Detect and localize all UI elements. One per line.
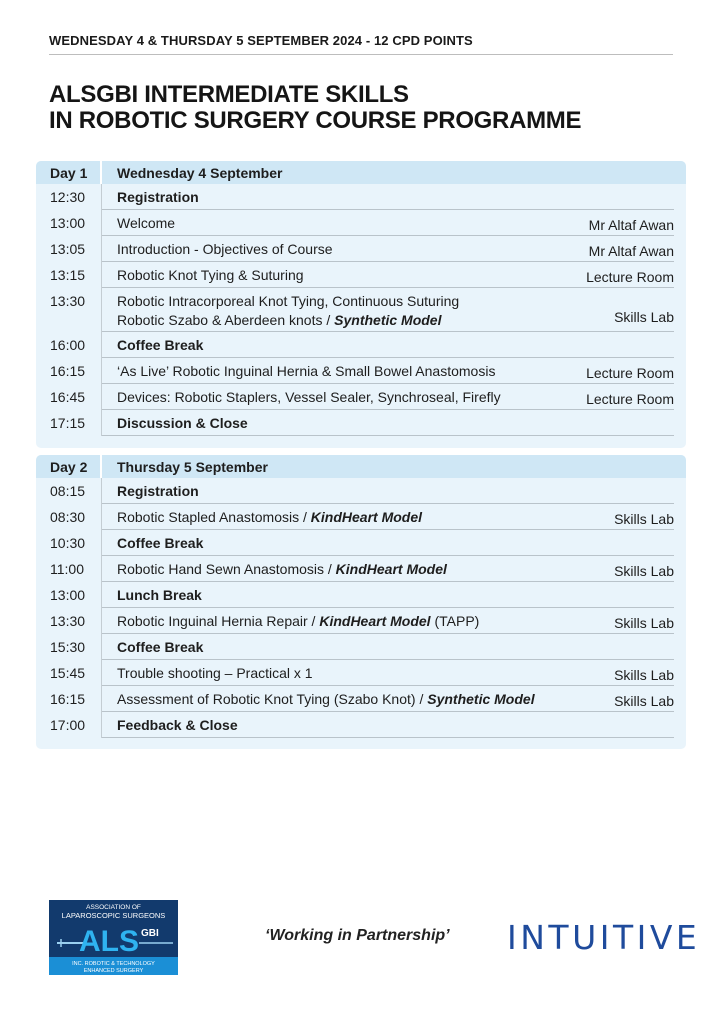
row-description: Robotic Hand Sewn Anastomosis / KindHeart Model <box>117 561 447 577</box>
schedule-row <box>36 210 686 236</box>
day-1-header <box>36 161 686 184</box>
row-time: 13:00 <box>36 582 102 608</box>
row-location: Skills Lab <box>614 563 674 579</box>
schedule-row <box>36 262 686 288</box>
row-time: 08:30 <box>36 504 102 530</box>
row-location: Skills Lab <box>614 511 674 527</box>
day-1-schedule <box>36 161 686 448</box>
alsgbi-logo-graphic <box>49 900 178 975</box>
logo-gbi: GBI <box>141 928 159 939</box>
row-time: 16:15 <box>36 686 102 712</box>
row-time: 16:00 <box>36 332 102 358</box>
row-location: Skills Lab <box>614 309 674 325</box>
schedule-row <box>36 384 686 410</box>
row-description: Coffee Break <box>117 337 204 353</box>
day-date: Thursday 5 September <box>117 458 268 475</box>
schedule-row <box>36 634 686 660</box>
row-location: Skills Lab <box>614 667 674 683</box>
schedule-row <box>36 236 686 262</box>
model-name: Synthetic Model <box>427 691 535 707</box>
schedule-row <box>36 504 686 530</box>
intuitive-logo: INTUITIVE <box>507 918 701 957</box>
logo-text-2: LAPAROSCOPIC SURGEONS <box>61 911 166 920</box>
logo-text-4: ENHANCED SURGERY <box>83 968 144 974</box>
alsgbi-logo <box>49 900 178 975</box>
schedule-row <box>36 332 686 358</box>
row-description-line: Robotic Intracorporeal Knot Tying, Continuous Suturing <box>117 293 460 309</box>
schedule-row <box>36 478 686 504</box>
row-time: 10:30 <box>36 530 102 556</box>
model-name: KindHeart Model <box>319 613 431 629</box>
row-description <box>117 292 614 328</box>
row-time: 13:15 <box>36 262 102 288</box>
row-description: Registration <box>117 483 199 499</box>
row-time: 13:00 <box>36 210 102 236</box>
row-description: Welcome <box>117 215 176 231</box>
row-location: Lecture Room <box>586 391 674 407</box>
row-description: Registration <box>117 189 199 205</box>
day-2-header <box>36 455 686 478</box>
row-time: 17:00 <box>36 712 102 738</box>
schedule-row <box>36 184 686 210</box>
row-time: 17:15 <box>36 410 102 436</box>
model-name: KindHeart Model <box>335 561 447 577</box>
row-description: Introduction - Objectives of Course <box>117 241 333 257</box>
row-time: 11:00 <box>36 556 102 582</box>
schedule-row <box>36 288 686 332</box>
model-name: KindHeart Model <box>310 509 423 525</box>
schedule-row <box>36 358 686 384</box>
schedule-row <box>36 686 686 712</box>
row-description: Assessment of Robotic Knot Tying (Szabo Knot) / Synthetic Model <box>117 691 535 707</box>
title-line-2: IN ROBOTIC SURGERY COURSE PROGRAMME <box>49 107 582 134</box>
schedule-row <box>36 608 686 634</box>
row-description: ‘As Live’ Robotic Inguinal Hernia & Small Bowel Anastomosis <box>117 363 496 379</box>
day-2-schedule <box>36 455 686 749</box>
row-description: Lunch Break <box>117 587 202 603</box>
logo-text-1: ASSOCIATION OF <box>86 904 141 911</box>
row-description: Devices: Robotic Staplers, Vessel Sealer, Synchroseal, Firefly <box>117 389 501 405</box>
row-time: 13:30 <box>36 288 102 332</box>
logo-text-3: INC. ROBOTIC & TECHNOLOGY <box>72 961 155 967</box>
tagline: ‘Working in Partnership’ <box>265 927 450 944</box>
row-time: 16:45 <box>36 384 102 410</box>
row-time: 15:30 <box>36 634 102 660</box>
row-description: Robotic Inguinal Hernia Repair / KindHeart Model (TAPP) <box>117 613 480 629</box>
schedule-row <box>36 410 686 436</box>
schedule-row <box>36 660 686 686</box>
day-date: Wednesday 4 September <box>117 164 283 181</box>
schedule-row <box>36 712 686 738</box>
schedule-row <box>36 556 686 582</box>
row-description: Coffee Break <box>117 535 204 551</box>
model-name: Synthetic Model <box>334 312 442 328</box>
row-description: Robotic Stapled Anastomosis / KindHeart Model <box>117 509 423 525</box>
row-location: Mr Altaf Awan <box>588 243 674 259</box>
row-description: Robotic Knot Tying & Suturing <box>117 267 304 283</box>
day-label: Day 2 <box>36 455 102 478</box>
row-time: 16:15 <box>36 358 102 384</box>
schedule-row <box>36 582 686 608</box>
row-description: Trouble shooting – Practical x 1 <box>117 665 313 681</box>
row-time: 12:30 <box>36 184 102 210</box>
row-location: Skills Lab <box>614 615 674 631</box>
logo-mark: ALS <box>79 925 139 958</box>
row-description-line: Robotic Szabo & Aberdeen knots / Synthetic Model <box>117 312 442 328</box>
row-location: Lecture Room <box>586 365 674 381</box>
row-description: Feedback & Close <box>117 717 238 733</box>
row-location: Mr Altaf Awan <box>588 217 674 233</box>
schedule-row <box>36 530 686 556</box>
page-title <box>49 82 689 134</box>
row-description: Coffee Break <box>117 639 204 655</box>
title-line-1: ALSGBI INTERMEDIATE SKILLS <box>49 81 409 108</box>
row-description: Discussion & Close <box>117 415 248 431</box>
row-time: 13:05 <box>36 236 102 262</box>
row-time: 15:45 <box>36 660 102 686</box>
day-label: Day 1 <box>36 161 102 184</box>
event-dates: WEDNESDAY 4 & THURSDAY 5 SEPTEMBER 2024 - 12 CPD POINTS <box>49 33 673 55</box>
row-location: Lecture Room <box>586 269 674 285</box>
row-time: 13:30 <box>36 608 102 634</box>
row-time: 08:15 <box>36 478 102 504</box>
row-location: Skills Lab <box>614 693 674 709</box>
